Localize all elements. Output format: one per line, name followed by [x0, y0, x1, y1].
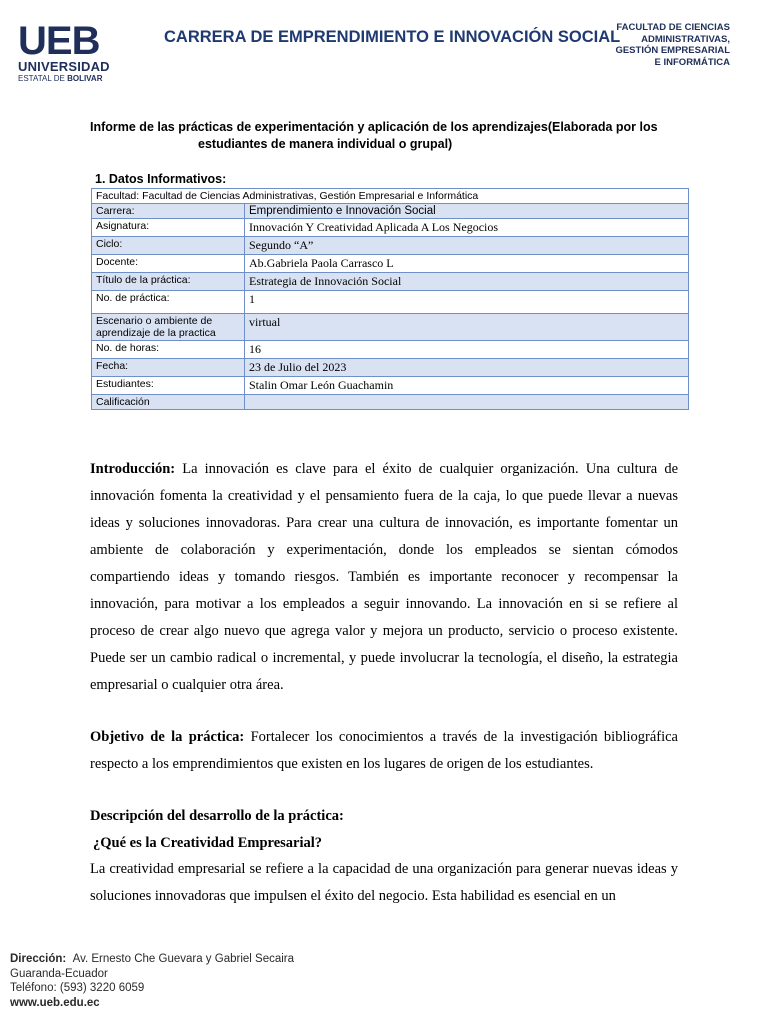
row-label: No. de horas:	[92, 341, 245, 359]
row-label: Ciclo:	[92, 237, 245, 255]
row-label: No. de práctica:	[92, 291, 245, 314]
row-label: Estudiantes:	[92, 377, 245, 395]
table-row	[92, 395, 689, 410]
row-value: Estrategia de Innovación Social	[245, 273, 689, 291]
footer-direccion: Dirección: Av. Ernesto Che Guevara y Gabriel Secaira	[10, 953, 295, 965]
footer-ciudad: Guaranda-Ecuador	[10, 967, 108, 980]
table-row	[92, 189, 689, 204]
objetivo-text: Fortalecer los conocimientos a través de la investigación bibliográfica respecto a los emprendimientos que existen en los lugares de origen de los estudiantes.	[90, 729, 678, 772]
header-title: CARRERA DE EMPRENDIMIENTO E INNOVACIÓN SOCIAL	[164, 28, 621, 46]
row-value: virtual	[245, 314, 689, 341]
table-row	[92, 291, 689, 314]
table-row	[92, 341, 689, 359]
logo-university-text: UNIVERSIDAD	[18, 59, 110, 74]
objetivo-label: Objetivo de la práctica:	[90, 729, 245, 745]
row-label: Calificación	[92, 395, 245, 410]
row-label: Escenario o ambiente de aprendizaje de la practica	[92, 314, 245, 341]
section-heading-datos: 1. Datos Informativos:	[95, 172, 227, 186]
university-logo	[18, 19, 118, 84]
row-label: Título de la práctica:	[92, 273, 245, 291]
page-footer	[10, 952, 294, 1010]
footer-telefono: Teléfono: (593) 3220 6059	[10, 982, 145, 994]
row-label: Asignatura:	[92, 219, 245, 237]
intro-label: Introducción:	[90, 461, 176, 477]
table-row	[92, 314, 689, 341]
row-value: Segundo “A”	[245, 237, 689, 255]
facultad-cell: Facultad: Facultad de Ciencias Administrativas, Gestión Empresarial e Informática	[92, 189, 689, 204]
row-value: Ab.Gabriela Paola Carrasco L	[245, 255, 689, 273]
table-row	[92, 219, 689, 237]
table-row	[92, 255, 689, 273]
row-value: Stalin Omar León Guachamin	[245, 377, 689, 395]
descripcion-heading: Descripción del desarrollo de la práctica:	[90, 808, 344, 824]
creatividad-paragraph: La creatividad empresarial se refiere a la capacidad de una organización para generar nuevas ideas y soluciones innovadoras que impulsen el éxito del negocio. Esta habilidad es esencial en un	[90, 861, 678, 904]
row-value: Emprendimiento e Innovación Social	[245, 204, 689, 219]
faculty-name: FACULTAD DE CIENCIAS ADMINISTRATIVAS, GESTIÓN EMPRESARIAL E INFORMÁTICA	[615, 22, 730, 68]
row-label: Carrera:	[92, 204, 245, 219]
objetivo-paragraph	[90, 724, 678, 778]
row-label: Docente:	[92, 255, 245, 273]
table-row	[92, 237, 689, 255]
intro-text: La innovación es clave para el éxito de cualquier organización. Una cultura de innovación fomenta la creatividad y el pensamiento fuera de la caja, lo que puede llevar a nuevas ideas y soluciones innovadoras. Para crear una cultura de innovación, es importante fomentar un ambiente de colaboración y experimentación, donde los empleados se sientan cómodos compartiendo ideas y tomando riesgos. También es importante reconocer y recompensar la innovación, para motivar a los empleados a seguir innovando. La innovación en si se refiere al proceso de crear algo nuevo que agrega valor y mejora un producto, servicio o proceso existente. Puede ser un cambio radical o incremental, y puede involucrar la tecnología, el diseño, la estrategia empresarial o cualquier otra área.	[90, 461, 678, 693]
footer-website: www.ueb.edu.ec	[10, 996, 100, 1009]
table-row	[92, 273, 689, 291]
creatividad-heading: ¿Qué es la Creatividad Empresarial?	[93, 835, 323, 851]
row-value: 23 de Julio del 2023	[245, 359, 689, 377]
row-value: 1	[245, 291, 689, 314]
logo-estatal-text: ESTATAL DE BOLIVAR	[18, 74, 103, 83]
row-value	[245, 395, 689, 410]
row-value: Innovación Y Creatividad Aplicada A Los Negocios	[245, 219, 689, 237]
datos-informativos-table	[91, 188, 689, 410]
intro-paragraph	[90, 456, 678, 699]
table-row	[92, 377, 689, 395]
row-value: 16	[245, 341, 689, 359]
row-label: Fecha:	[92, 359, 245, 377]
table-row	[92, 204, 689, 219]
report-title: Informe de las prácticas de experimentación y aplicación de los aprendizajes(Elaborada por los estudiantes de manera individual o grupal)	[90, 120, 658, 151]
table-row	[92, 359, 689, 377]
logo-ueb-text: UEB	[18, 19, 100, 63]
